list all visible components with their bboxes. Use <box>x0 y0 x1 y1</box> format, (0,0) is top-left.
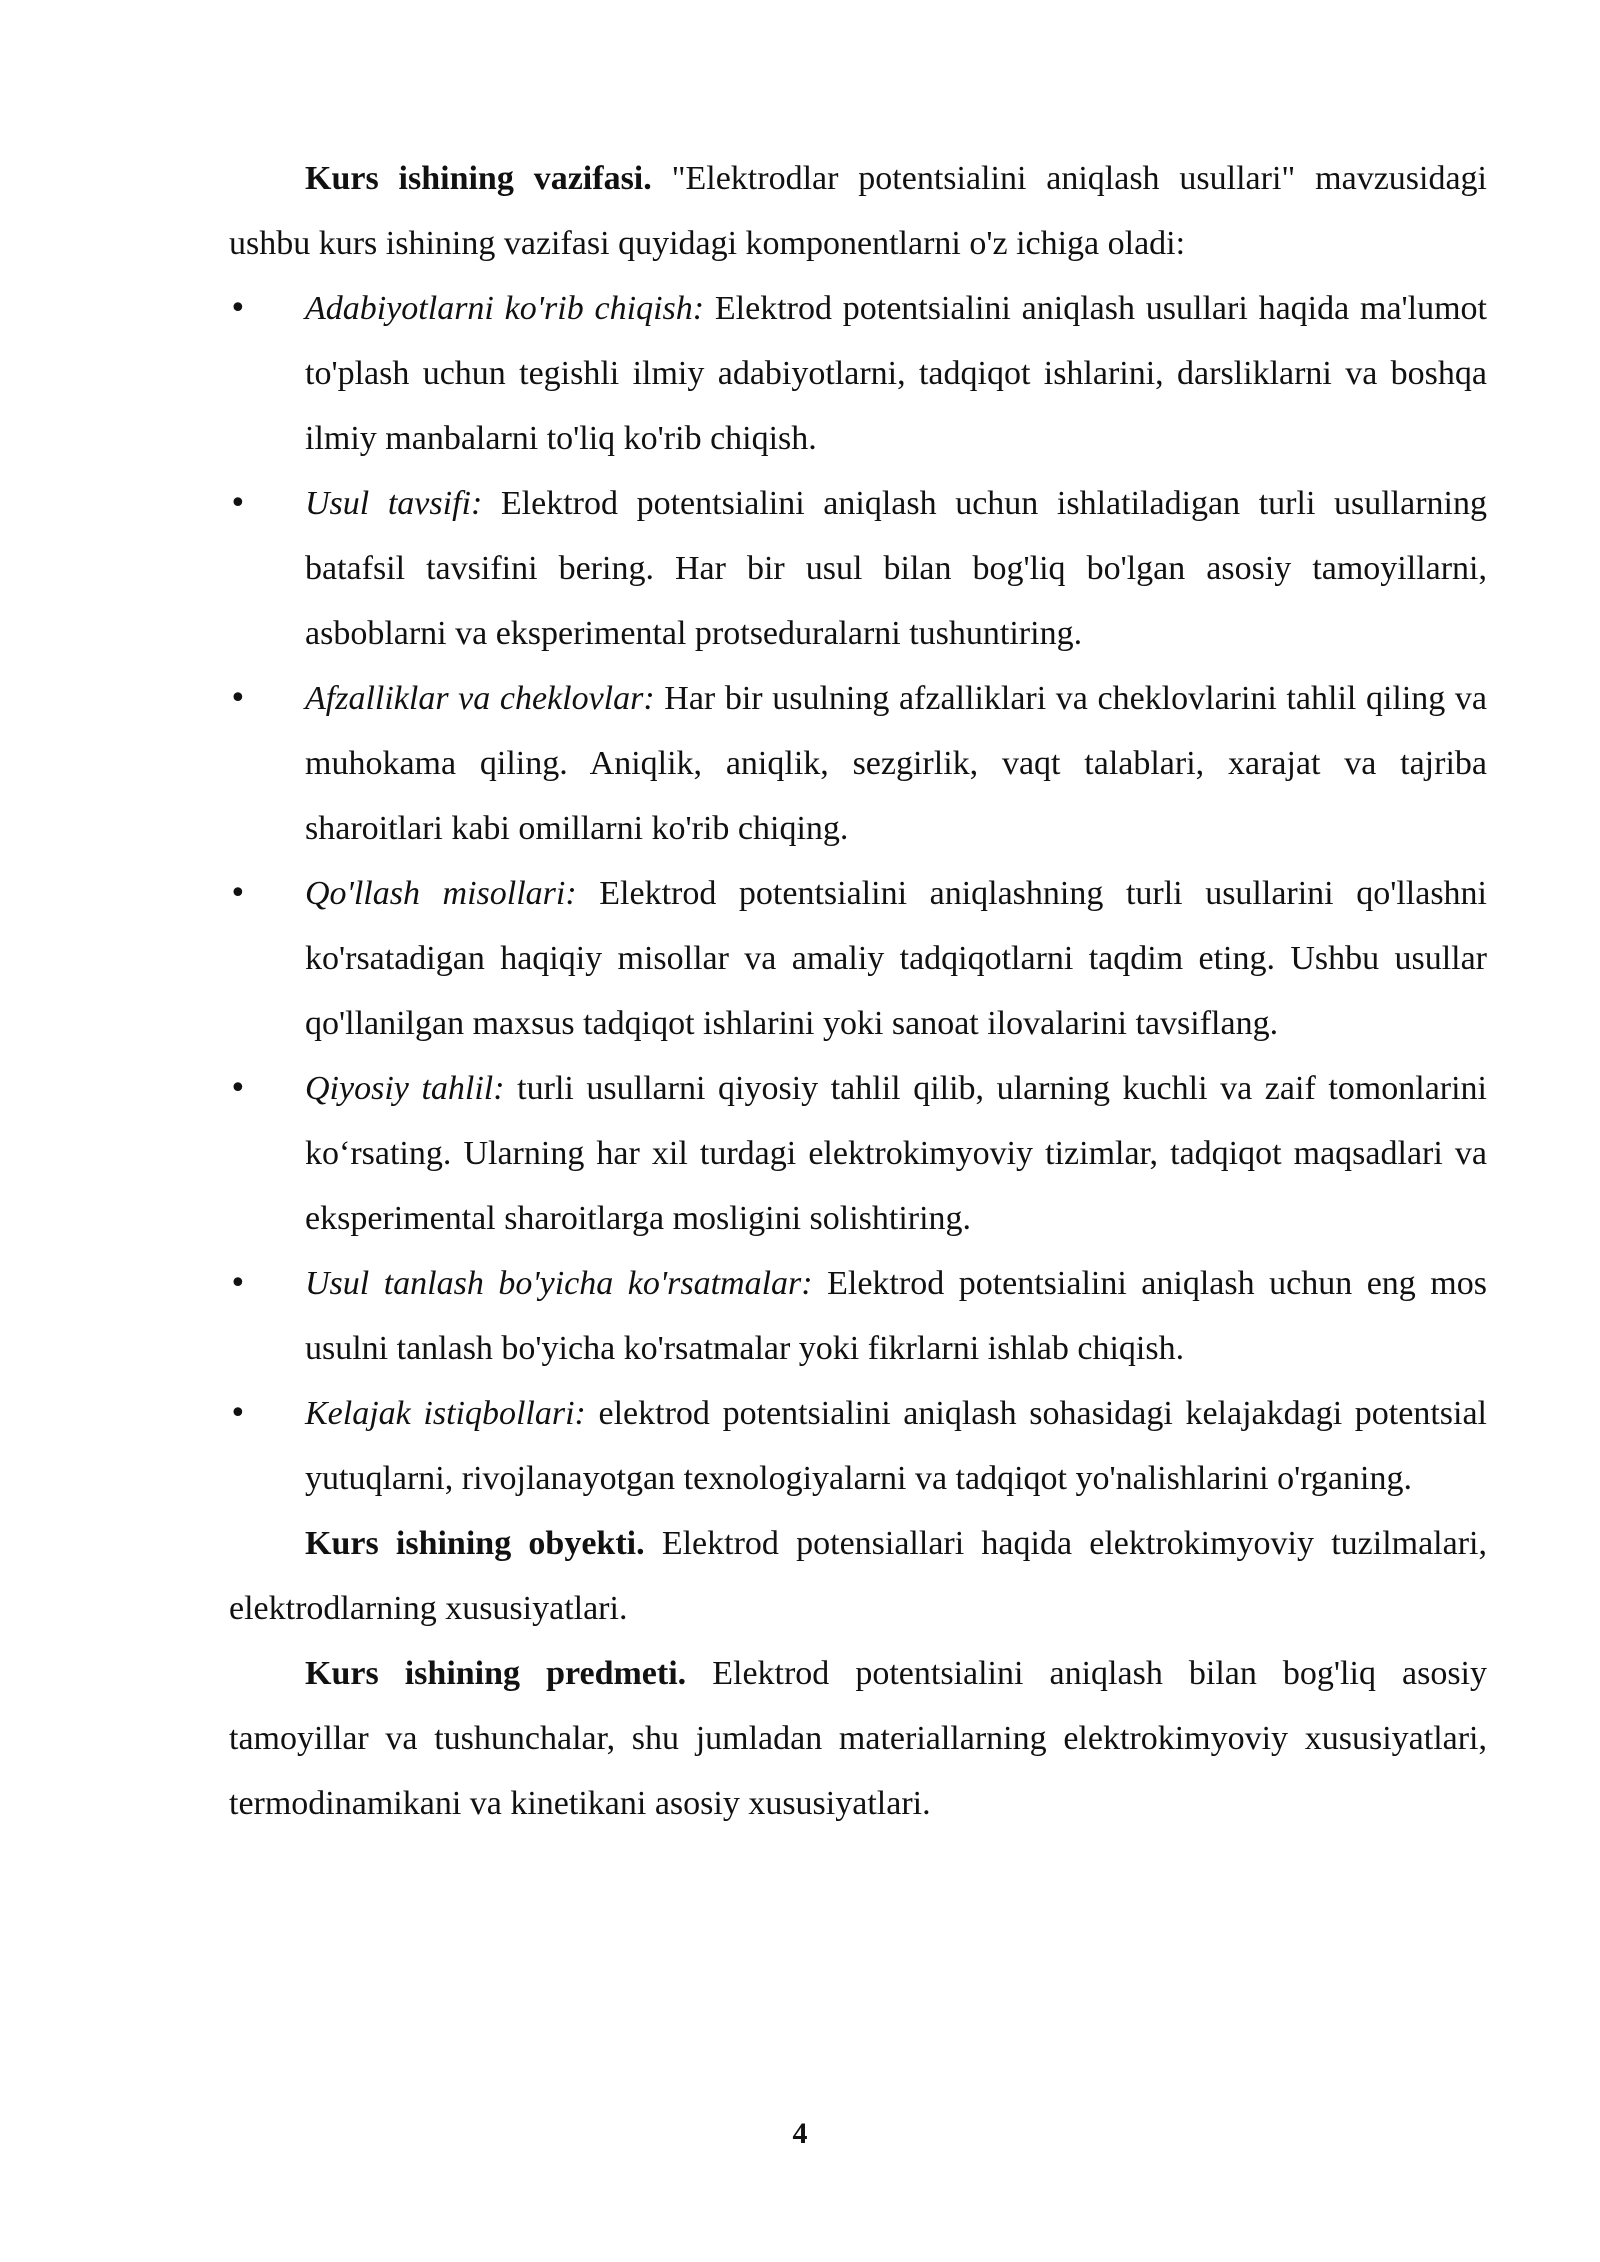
list-item-label: Qiyosiy tahlil: <box>305 1070 505 1107</box>
list-item-label: Kelajak istiqbollari: <box>305 1395 586 1432</box>
page-number: 4 <box>792 2117 808 2150</box>
bullet-icon: • <box>229 681 247 716</box>
list-item-text: Elektrod potentsialini aniqlash usullari haqida ma'lumot to'plash uchun tegishli ilmiy adabiyotlarni, tadqiqot ishlarini, darsliklarni va boshqa ilmiy manbalarni to'liq ko'rib chiqish. <box>305 290 1488 457</box>
list-item <box>229 1056 1487 1251</box>
subject-text: Elektrod potentsialini aniqlash bilan bog'liq asosiy tamoyillar va tushunchalar, shu jumladan materiallarning elektrokimyoviy xususiyatlari, termodinamikani va kinetikani asosiy xususiyatlari. <box>229 1655 1487 1822</box>
list-item-text: Har bir usulning afzalliklari va cheklovlarini tahlil qiling va muhokama qiling. Aniqlik, aniqlik, sezgirlik, vaqt talablari, xarajat va tajriba sharoitlari kabi omillarni ko'rib chiqing. <box>305 680 1487 847</box>
object-paragraph <box>229 1511 1487 1641</box>
list-item-text: elektrod potentsialini aniqlash sohasidagi kelajakdagi potentsial yutuqlarni, rivojlanayotgan texnologiyalarni va tadqiqot yo'nalishlarini o'rganing. <box>305 1395 1488 1497</box>
list-item <box>229 861 1487 1056</box>
object-heading: Kurs ishining obyekti. <box>305 1525 645 1562</box>
bullet-icon: • <box>229 1266 247 1301</box>
list-item-label: Afzalliklar va cheklovlar: <box>305 680 655 717</box>
bullet-icon: • <box>229 876 247 911</box>
list-item-text: Elektrod potentsialini aniqlash uchun eng mos usulni tanlash bo'yicha ko'rsatmalar yoki fikrlarni ishlab chiqish. <box>305 1265 1487 1367</box>
task-intro-text: "Elektrodlar potentsialini aniqlash usullari" mavzusidagi ushbu kurs ishining vazifasi quyidagi komponentlarni o'z ichiga oladi: <box>229 160 1487 262</box>
task-list <box>229 276 1487 1511</box>
list-item <box>229 1251 1487 1381</box>
list-item-label: Usul tanlash bo'yicha ko'rsatmalar: <box>305 1265 813 1302</box>
list-item <box>229 276 1487 471</box>
list-item-text: Elektrod potentsialini aniqlash uchun ishlatiladigan turli usullarning batafsil tavsifini bering. Har bir usul bilan bog'liq bo'lgan asosiy tamoyillarni, asboblarni va eksperimental protseduralarni tushuntiring. <box>305 485 1487 652</box>
list-item-label: Qo'llash misollari: <box>305 875 577 912</box>
subject-paragraph <box>229 1641 1487 1836</box>
object-text: Elektrod potensiallari haqida elektrokimyoviy tuzilmalari, elektrodlarning xususiyatlari. <box>229 1525 1487 1627</box>
list-item <box>229 471 1487 666</box>
bullet-icon: • <box>229 486 247 521</box>
list-item-label: Adabiyotlarni ko'rib chiqish: <box>305 290 705 327</box>
list-item <box>229 666 1487 861</box>
bullet-icon: • <box>229 1396 247 1431</box>
page-content <box>229 146 1487 1836</box>
list-item-text: Elektrod potentsialini aniqlashning turli usullarini qo'llashni ko'rsatadigan haqiqiy misollar va amaliy tadqiqotlarni taqdim eting. Ushbu usullar qo'llanilgan maxsus tadqiqot ishlarini yoki sanoat ilovalarini tavsiflang. <box>305 875 1488 1042</box>
task-heading: Kurs ishining vazifasi. <box>305 160 652 197</box>
subject-heading: Kurs ishining predmeti. <box>305 1655 687 1692</box>
list-item-label: Usul tavsifi: <box>305 485 483 522</box>
task-intro-paragraph <box>229 146 1487 276</box>
list-item <box>229 1381 1487 1511</box>
bullet-icon: • <box>229 291 247 326</box>
bullet-icon: • <box>229 1071 247 1106</box>
list-item-text: turli usullarni qiyosiy tahlil qilib, ularning kuchli va zaif tomonlarini ko‘rsating. Ularning har xil turdagi elektrokimyoviy tizimlar, tadqiqot maqsadlari va eksperimental sharoitlarga mosligini solishtiring. <box>305 1070 1488 1237</box>
